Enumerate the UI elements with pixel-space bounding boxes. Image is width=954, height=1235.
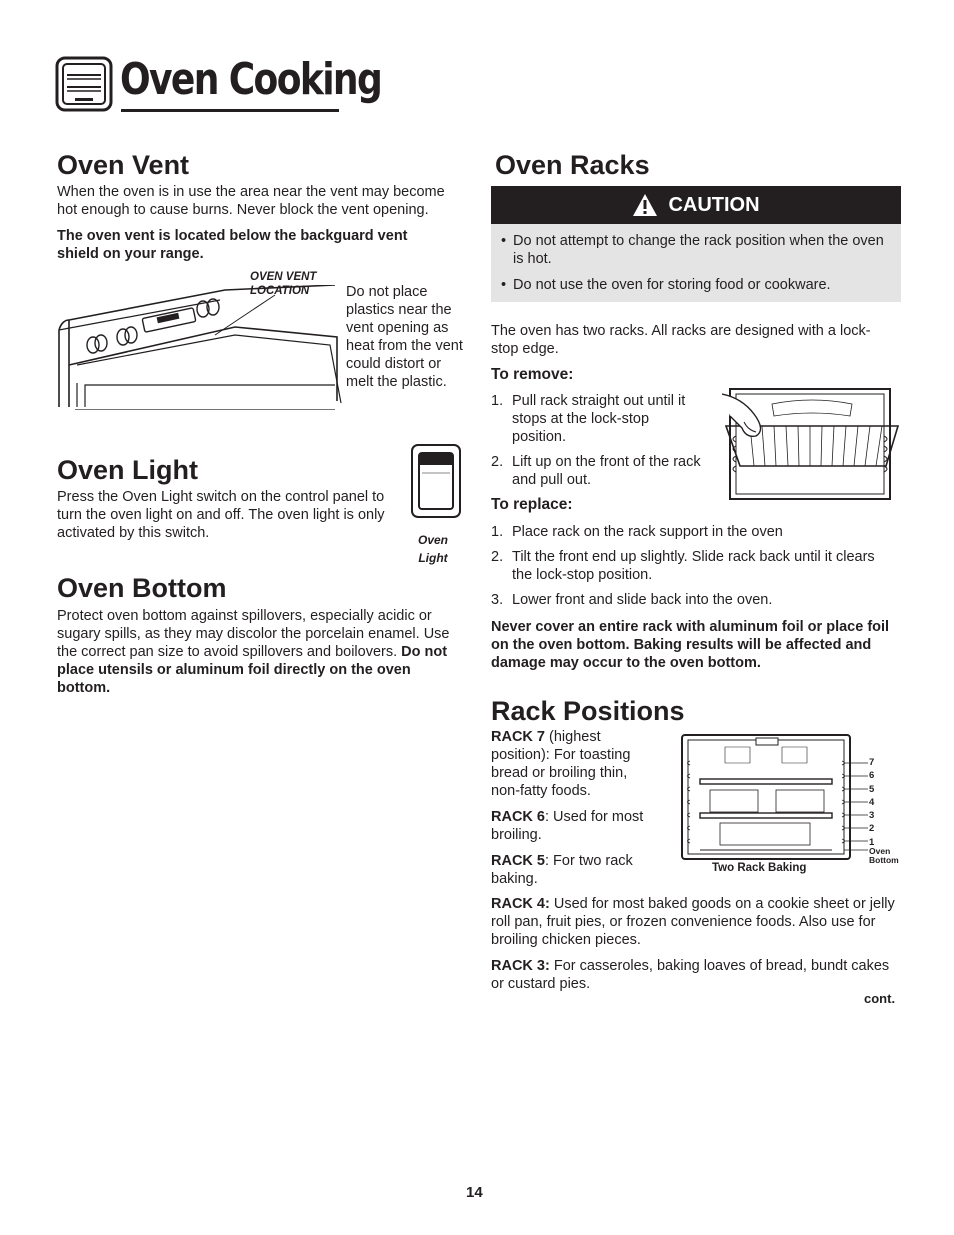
rack-number: 5 (869, 783, 875, 795)
rack-number: 2 (869, 823, 875, 835)
list-item: 2. Lift up on the front of the rack and pull out. (491, 454, 701, 488)
oven-light-heading: Oven Light (57, 455, 198, 485)
foil-warning: Never cover an entire rack with aluminum foil or place foil on the oven bottom. Baking results will be affected and damage may occur to the oven bottom. (491, 619, 890, 671)
caution-item: • Do not use the oven for storing food or cookware. (501, 276, 891, 294)
oven-light-switch-label: Oven Light (418, 533, 449, 565)
remove-steps-list (491, 392, 701, 496)
rack7-description: RACK 7 (highest position): For toasting bread or broiling thin, non-fatty foods. (491, 729, 631, 799)
oven-vent-location-note: The oven vent is located below the backguard vent shield on your range. (57, 228, 408, 262)
rack-positions-heading: Rack Positions (491, 696, 685, 726)
list-item: 1. Place rack on the rack support in the oven (491, 524, 783, 540)
rack-number: 7 (869, 757, 875, 768)
to-replace-heading: To replace: (491, 496, 573, 513)
oven-racks-heading: Oven Racks (495, 150, 650, 180)
continued-note: cont. (864, 991, 896, 1006)
oven-light-switch-icon (410, 443, 462, 519)
oven-bottom-body: Protect oven bottom against spillovers, especially acidic or sugary spills, as they may discolor the porcelain enamel. Use the correct pan size to avoid spillovers and boilovers. Do not place utensils or aluminum foil directly on the oven bottom. (57, 608, 450, 696)
oven-vent-heading: Oven Vent (57, 150, 190, 180)
rack6-description: RACK 6: Used for most broiling. (491, 809, 644, 843)
oven-vent-intro: When the oven is in use the area near the vent may become hot enough to cause burns. Never block the vent opening. (57, 184, 445, 218)
page-number: 14 (466, 1184, 483, 1201)
rack-position-numbers (869, 756, 874, 849)
title-underline (121, 109, 339, 112)
oven-vent-side-note: Do not place plastics near the vent opening as heat from the vent could distort or melt the plastic. (346, 284, 463, 390)
rack3-description: RACK 3: For casseroles, baking loaves of bread, bundt cakes or custard pies. (491, 958, 890, 992)
warning-icon (632, 193, 658, 217)
caution-label: CAUTION (668, 193, 760, 216)
caution-item: • Do not attempt to change the rack position when the oven is hot. (501, 232, 891, 268)
oven-bottom-heading: Oven Bottom (57, 573, 227, 603)
oven-icon (55, 56, 113, 112)
diagram-caption: Two Rack Baking (712, 862, 807, 874)
rack-removal-illustration (722, 386, 904, 504)
to-remove-heading: To remove: (491, 366, 574, 383)
oven-light-body: Press the Oven Light switch on the control panel to turn the oven light on and off. The oven light is only activated by this switch. (57, 489, 385, 541)
caution-body (491, 224, 901, 302)
replace-steps-list (491, 523, 896, 616)
list-item: 1. Pull rack straight out until it stops at the lock-stop position. (491, 393, 686, 445)
rack-number: 6 (869, 770, 875, 782)
rack5-description: RACK 5: For two rack baking. (491, 853, 633, 887)
oven-bottom-label: Oven Bottom (869, 846, 899, 865)
list-item: 2. Tilt the front end up slightly. Slide rack back until it clears the lock-stop position. (491, 549, 875, 583)
rack-positions-diagram (680, 733, 870, 861)
rack-number: 4 (869, 796, 875, 808)
rack-number: 1 (869, 836, 875, 848)
vent-location-label: OVEN VENT LOCATION (250, 271, 317, 297)
list-item: 3. Lower front and slide back into the oven. (491, 592, 773, 608)
rack-number: 3 (869, 810, 875, 822)
caution-panel (491, 186, 901, 302)
header (55, 52, 382, 116)
rack4-description: RACK 4: Used for most baked goods on a cookie sheet or jelly roll pan, fruit pies, or frozen convenience foods. Also use for broiling chicken pieces. (491, 896, 895, 948)
oven-racks-intro: The oven has two racks. All racks are designed with a lock-stop edge. (491, 323, 871, 357)
page-title: Oven Cooking (120, 54, 382, 105)
caution-header (491, 186, 901, 224)
range-vent-illustration (55, 285, 345, 410)
